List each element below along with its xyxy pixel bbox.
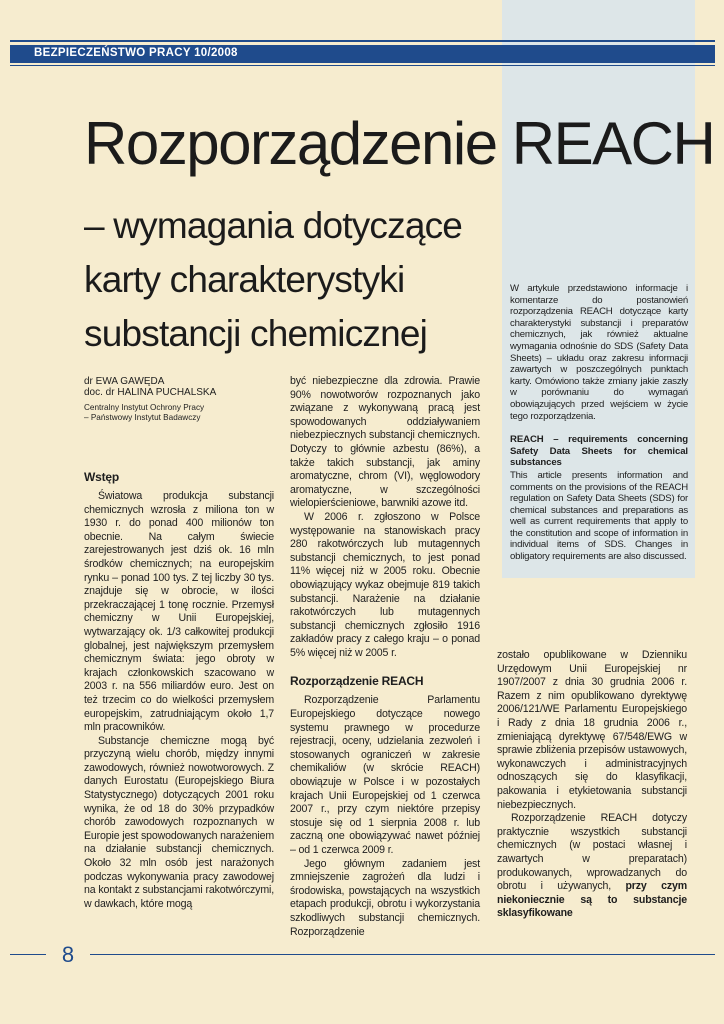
paragraph: Jego głównym zadaniem jest zmniejszenie zagrożeń dla ludzi i środowiska, powstających na wszystkich etapach produkcji, obrotu i wykorzystania szkodliwych substancji chemicznych. Rozporządzenie xyxy=(290,857,480,938)
page-number: 8 xyxy=(46,940,90,970)
institution-line: Centralny Instytut Ochrony Pracy xyxy=(84,403,205,412)
author-name: dr EWA GAWĘDA xyxy=(84,376,165,387)
abstract-polish: W artykule przedstawiono informacje i komentarze do postanowień rozporządzenia REACH dotyczące karty charakterystyki substancji i preparatów chemicznych, jak również aktualne wymagania odnośnie do SDS (Safety Data Sheets) – układu oraz zakresu informacji zawartych w poszczególnych punktach karty. Omówiono także zmiany jakie zaszły w porównaniu do wymagań obowiązujących przed wejściem w życie tego rozporządzenia. xyxy=(510,283,688,422)
subtitle-line: – wymagania dotyczące xyxy=(84,205,463,246)
paragraph: Światowa produkcja substancji chemicznych wzrosła z miliona ton w 1930 r. do ponad 400 milionów ton obecnie. Na całym świecie zarejestrowanych jest dziś ok. 16 mln środków chemicznych; na europejskim rynku – ponad 100 tys. Z tej liczby 30 tys. znajduje się w obrocie, w ilości przekraczającej 1 tonę rocznie. Przemysł chemiczny w Unii Europejskiej, wytwarzający ok. 1/3 całkowitej produkcji globalnej, jest największym przemysłem chemicznym świata: jego obroty w krajach członkowskich szacowano w 2003 r. na 556 miliardów euro. Jest on też trzecim co do wielkości przemysłem europejskim, zatrudniającym około 1,7 mln pracowników. xyxy=(84,490,274,734)
paragraph-bold-text: przy czym niekoniecznie są to substancje sklasyfikowane xyxy=(497,880,687,920)
author-name: doc. dr HALINA PUCHALSKA xyxy=(84,387,217,398)
author-institution xyxy=(84,403,274,422)
text-column-2 xyxy=(290,375,480,939)
running-header xyxy=(10,45,715,63)
section-heading-intro: Wstęp xyxy=(84,470,120,484)
article-subtitle xyxy=(84,199,504,361)
paragraph: zostało opublikowane w Dzienniku Urzędowym Unii Europejskiej nr 1907/2007 z dnia 30 grudnia 2006 r. Razem z nim opublikowano dyrektywę 2006/121/WE Parlamentu Europejskiego i Rady z dnia 18 grudnia 2006 r., zmieniającą dyrektywę 67/548/EWG w sprawie zbliżenia przepisów ustawowych, wykonawczych i administracyjnych odnoszących się do klasyfikacji, pakowania i etykietowania substancji niebezpiecznych. xyxy=(497,649,687,811)
paragraph: być niebezpieczne dla zdrowia. Prawie 90% nowotworów rozpoznanych jako związane z wykonywaną pracą jest spowodowanych oddziaływaniem niebezpiecznych substancji chemicznych. Dotyczy to głównie azbestu (86%), a także takich substancji, jak aminy aromatyczne, chrom (VI), węglowodory aromatyczne, w szczególności wielopierścieniowe, barwniki azowe itd. xyxy=(290,375,480,510)
paragraph-text: Rozporządzenie REACH dotyczy praktycznie wszystkich substancji chemicznych (w postaci własnej i zawartych w preparatach) produkowanych, wprowadzanych do obrotu i używanych, xyxy=(497,812,687,893)
abstract xyxy=(510,283,688,563)
journal-name: BEZPIECZEŃSTWO PRACY 10/2008 xyxy=(34,47,238,59)
article-title: Rozporządzenie REACH xyxy=(84,110,715,177)
text-column-3 xyxy=(497,649,687,921)
header-rule-bottom xyxy=(10,65,715,66)
subtitle-line: karty charakterystyki xyxy=(84,259,405,300)
authors-block xyxy=(84,376,274,422)
text-column-1 xyxy=(84,470,274,911)
institution-line: – Państwowy Instytut Badawczy xyxy=(84,412,201,422)
subtitle-line: substancji chemicznej xyxy=(84,313,428,354)
paragraph: Substancje chemiczne mogą być przyczyną wielu chorób, między innymi zawodowych, również nowotworowych. Z danych Eurostatu (Europejskiego Biura Statystycznego) dotyczących 2001 roku wynika, że od 18 do 30% przypadków chorób zawodowych rozpoznanych w Europie jest spowodowanych narażeniem na działanie substancji chemicznych. Około 32 mln osób jest narażonych podczas wykonywania pracy zawodowej na kontakt z substancjami rakotwórczymi, w dawkach, które mogą xyxy=(84,734,274,910)
header-rule-top xyxy=(10,40,715,42)
paragraph: W 2006 r. zgłoszono w Polsce występowanie na stanowiskach pracy 280 rakotwórczych lub mutagennych substancji chemicznych, to jest ponad 11% więcej niż w 2005 roku. Obecnie obowiązujący wykaz obejmuje 819 takich substancji. Narażenie na działanie rakotwórczych lub mutagennych substancji chemicznych zgłosiło 1916 zakładów pracy z całego kraju – o ponad 5% więcej niż w 2005 r. xyxy=(290,510,480,659)
paragraph xyxy=(497,812,687,921)
abstract-english: This article presents information and comments on the provisions of the REACH regulation on Safety Data Sheets (SDS) for chemical substances and preparations as well as current requirements that apply to the constitution and scope of information in individual items of SDS. Changes in obligatory requirements are also discussed. xyxy=(510,469,688,563)
footer-rule xyxy=(10,954,715,955)
paragraph: Rozporządzenie Parlamentu Europejskiego dotyczące nowego systemu prawnego w procedurze rejestracji, oceny, udzielania zezwoleń i stosowanych ograniczeń w zakresie chemikaliów (w skrócie REACH) obowiązuje w Polsce i w pozostałych krajach Unii Europejskiej od 1 czerwca 2007 r., przy czym niektóre przepisy stosuje się od 1 sierpnia 2008 r. lub zaczną one obowiązywać nawet później – od 1 czerwca 2009 r. xyxy=(290,694,480,856)
abstract-english-title: REACH – requirements concerning Safety Data Sheets for chemical substances xyxy=(510,434,688,469)
section-heading-reach: Rozporządzenie REACH xyxy=(290,674,424,689)
